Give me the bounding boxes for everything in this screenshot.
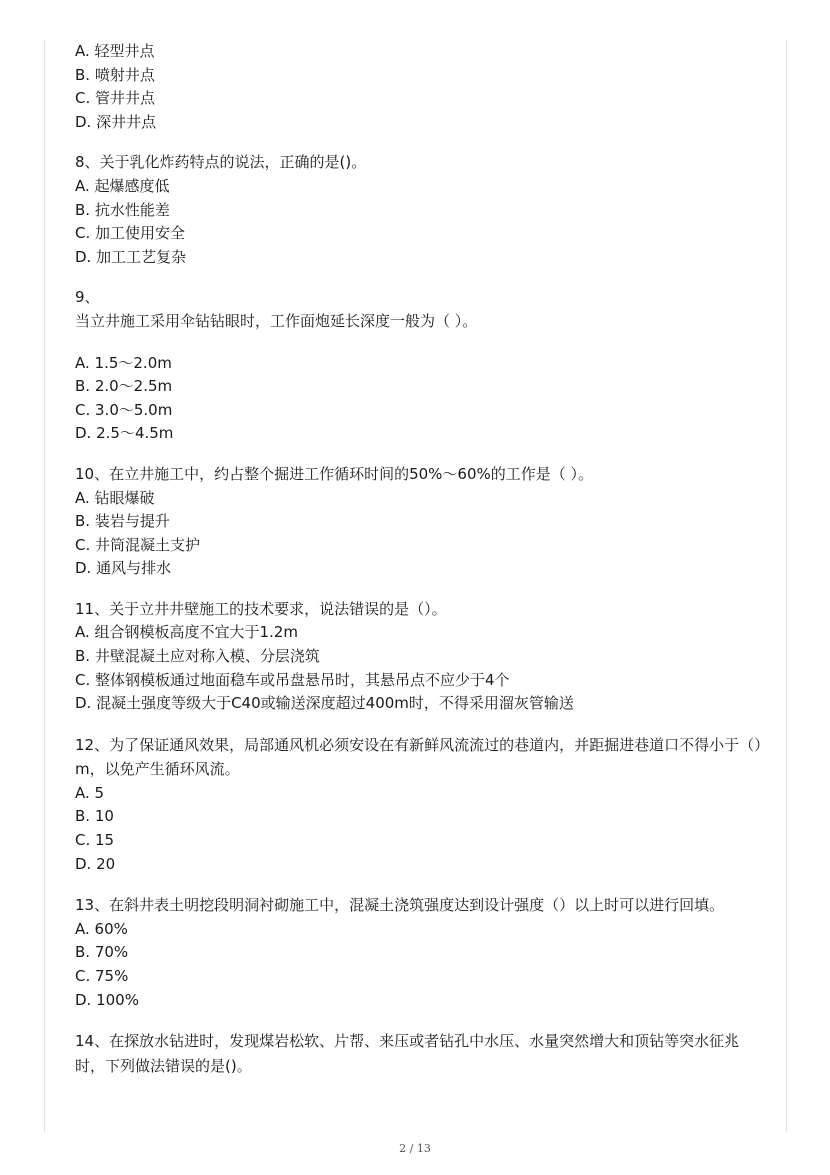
page-indicator: 2 / 13	[399, 1142, 431, 1155]
question-stem: 11、关于立井井壁施工的技术要求，说法错误的是（）。	[75, 599, 447, 618]
question-8	[75, 151, 765, 269]
option-c: C. 井筒混凝土支护	[75, 535, 201, 554]
option-d: D. 深井井点	[75, 112, 157, 131]
question-9	[75, 286, 765, 446]
question-stem: 当立井施工采用伞钻钻眼时，工作面炮延长深度一般为（ ）。	[75, 311, 478, 330]
question-14	[75, 1029, 765, 1078]
option-c: C. 15	[75, 831, 115, 850]
option-d: D. 加工工艺复杂	[75, 247, 187, 266]
option-b: B. 10	[75, 807, 114, 826]
document-content	[75, 40, 765, 1078]
page-left-border	[44, 40, 45, 1132]
option-d: D. 20	[75, 854, 116, 873]
question-11	[75, 598, 765, 716]
option-a: A. 60%	[75, 919, 128, 938]
option-a: A. 1.5～2.0m	[75, 353, 172, 372]
question-stem: 14、在探放水钻进时，发现煤岩松软、片帮、来压或者钻孔中水压、水量突然增大和顶钻等突水征兆时，下列做法错误的是()。	[75, 1032, 740, 1075]
question-13	[75, 893, 765, 1012]
option-b: B. 70%	[75, 943, 129, 962]
option-d: D. 通风与排水	[75, 559, 172, 578]
option-d: D. 2.5～4.5m	[75, 424, 174, 443]
option-d: D. 100%	[75, 990, 139, 1009]
option-c: C. 75%	[75, 966, 129, 985]
question-10	[75, 463, 765, 581]
option-a: A. 组合钢模板高度不宜大于1.2m	[75, 623, 299, 642]
question-7	[75, 40, 765, 134]
question-number: 9、	[75, 288, 100, 307]
blank-gap	[75, 334, 765, 352]
option-b: B. 装岩与提升	[75, 512, 170, 531]
question-stem: 8、关于乳化炸药特点的说法，正确的是()。	[75, 153, 367, 172]
question-stem: 13、在斜井表土明挖段明洞衬砌施工中，混凝土浇筑强度达到设计强度（）以上时可以进行回填。	[75, 896, 725, 915]
option-a: A. 钻眼爆破	[75, 488, 155, 507]
question-stem: 12、为了保证通风效果，局部通风机必须安设在有新鲜风流流过的巷道内，并距掘进巷道口不得小于（）m，以免产生循环风流。	[75, 735, 762, 779]
page-right-border	[786, 40, 787, 1132]
option-a: A. 起爆感度低	[75, 176, 170, 195]
question-12	[75, 733, 765, 876]
question-stem: 10、在立井施工中，约占整个掘进工作循环时间的50%～60%的工作是（ ）。	[75, 464, 594, 483]
option-c: C. 整体钢模板通过地面稳车或吊盘悬吊时，其悬吊点不应少于4个	[75, 670, 510, 689]
option-b: B. 抗水性能差	[75, 200, 170, 219]
option-a: A. 5	[75, 783, 105, 802]
option-b: B. 2.0～2.5m	[75, 377, 173, 396]
option-c: C. 管井井点	[75, 89, 156, 108]
option-a: A. 轻型井点	[75, 42, 155, 60]
option-c: C. 加工使用安全	[75, 224, 186, 243]
option-c: C. 3.0～5.0m	[75, 400, 173, 419]
option-b: B. 井壁混凝土应对称入模、分层浇筑	[75, 647, 320, 666]
option-d: D. 混凝土强度等级大于C40或输送深度超过400m时，不得采用溜灰管输送	[75, 694, 574, 713]
option-b: B. 喷射井点	[75, 65, 155, 84]
